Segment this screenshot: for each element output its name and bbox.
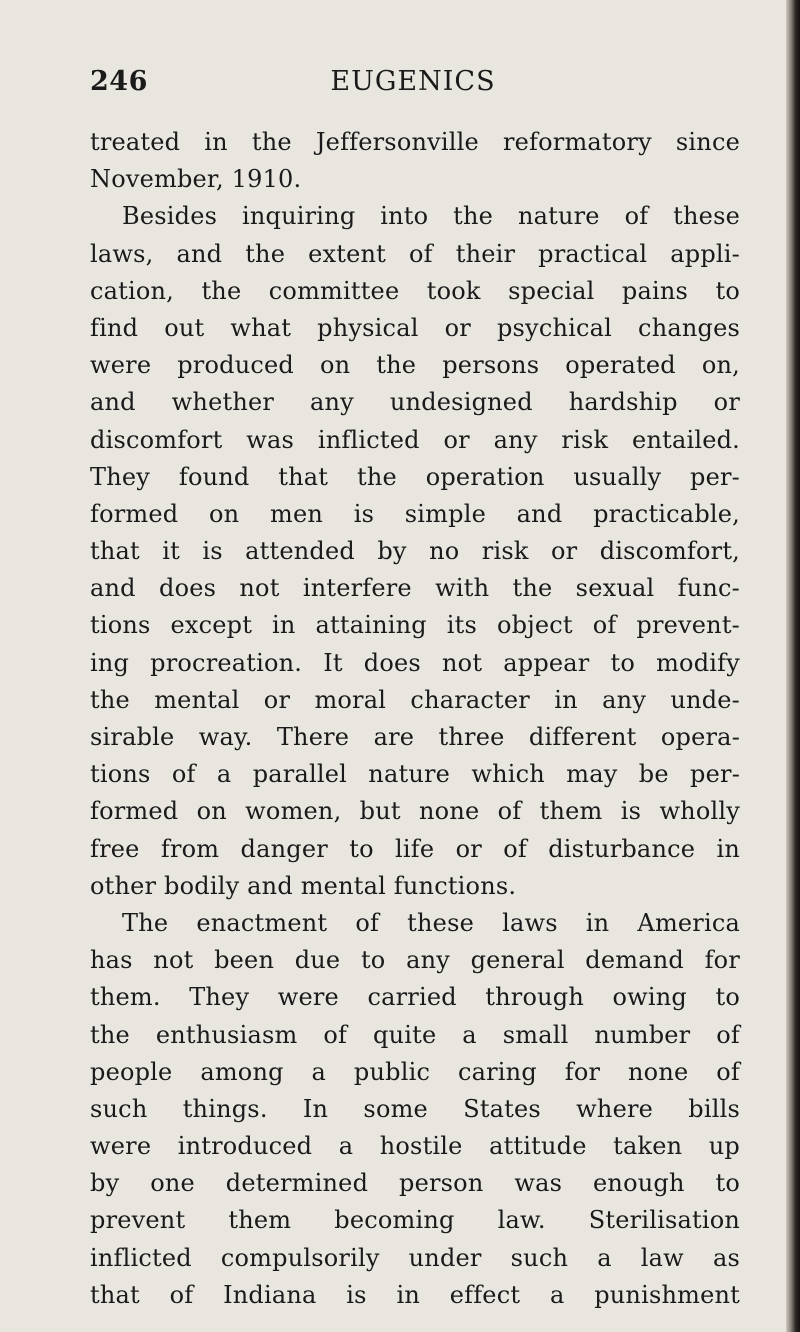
- running-title: EUGENICS: [330, 66, 496, 97]
- text-line: the enthusiasm of quite a small number of: [90, 1020, 740, 1049]
- text-line: free from danger to life or of disturbance in: [90, 834, 740, 863]
- paragraph-start-line: Besides inquiring into the nature of these: [122, 202, 740, 231]
- text-line: tions except in attaining its object of prevent-: [90, 611, 740, 640]
- text-line: them. They were carried through owing to: [90, 983, 740, 1012]
- text-line: that it is attended by no risk or discomfort,: [90, 537, 740, 566]
- text-line: laws, and the extent of their practical appli-: [90, 239, 740, 268]
- text-line: ing procreation. It does not appear to modify: [90, 648, 740, 677]
- text-line: and does not interfere with the sexual func-: [90, 574, 740, 603]
- text-line: discomfort was inflicted or any risk entailed.: [90, 425, 740, 454]
- text-line: were produced on the persons operated on,: [90, 351, 740, 380]
- text-line: treated in the Jeffersonville reformatory since: [90, 128, 740, 156]
- text-line: by one determined person was enough to: [90, 1169, 740, 1198]
- page-number: 246: [90, 66, 148, 97]
- text-line: cation, the committee took special pains to: [90, 276, 740, 305]
- text-line: tions of a parallel nature which may be per-: [90, 760, 740, 789]
- text-line: find out what physical or psychical changes: [90, 313, 740, 342]
- text-line: the mental or moral character in any unde-: [90, 685, 740, 714]
- text-line: other bodily and mental functions.: [90, 871, 517, 900]
- text-line: that of Indiana is in effect a punishment: [90, 1280, 740, 1309]
- text-line: inflicted compulsorily under such a law as: [90, 1243, 740, 1272]
- paragraph-start-line: The enactment of these laws in America: [122, 908, 740, 937]
- running-head: [90, 66, 736, 106]
- body-text: [90, 124, 740, 1314]
- text-line: formed on women, but none of them is wholly: [90, 797, 740, 826]
- page-binding-edge: [786, 0, 800, 1332]
- text-line: has not been due to any general demand for: [90, 946, 740, 975]
- text-line: people among a public caring for none of: [90, 1057, 740, 1086]
- text-line: formed on men is simple and practicable,: [90, 499, 740, 528]
- text-line: such things. In some States where bills: [90, 1094, 740, 1123]
- text-line: sirable way. There are three different opera-: [90, 723, 740, 751]
- text-line: November, 1910.: [90, 165, 302, 194]
- text-line: were introduced a hostile attitude taken up: [90, 1132, 740, 1161]
- text-line: prevent them becoming law. Sterilisation: [90, 1206, 740, 1235]
- text-line: They found that the operation usually per-: [90, 462, 740, 491]
- text-line: and whether any undesigned hardship or: [90, 388, 740, 417]
